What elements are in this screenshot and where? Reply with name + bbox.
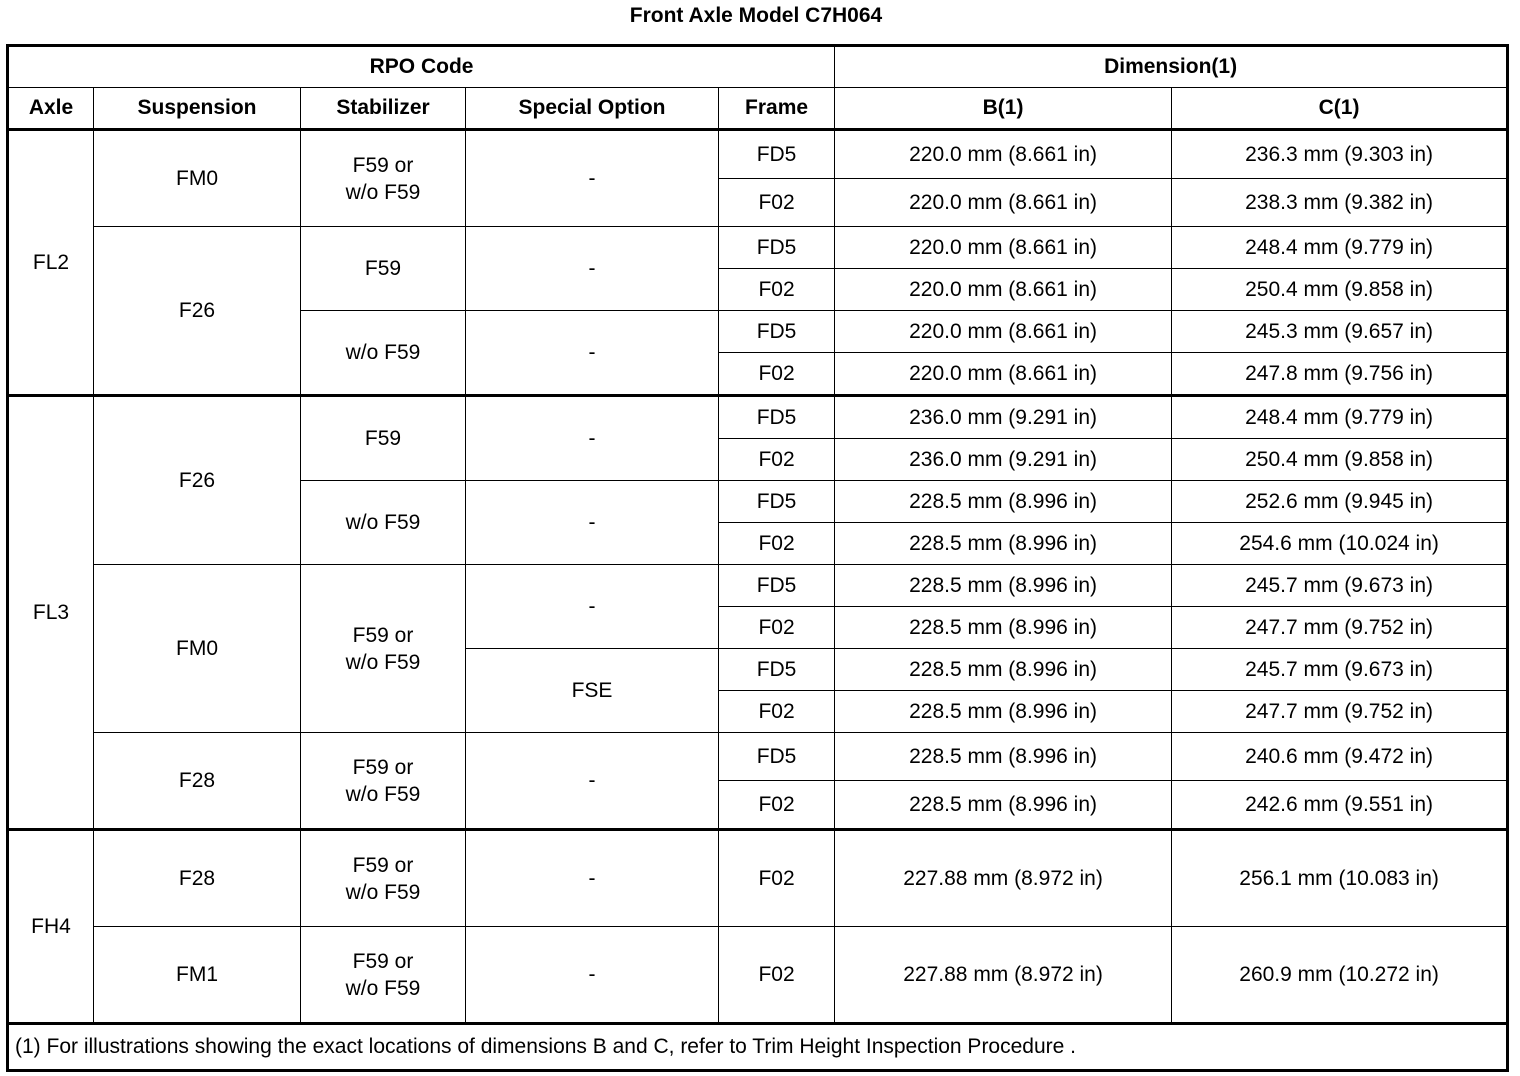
footnote-row [8,1024,1508,1071]
header-b: B(1) [835,88,1172,130]
dimension-b-cell: 236.0 mm (9.291 in) [835,439,1172,481]
frame-cell: F02 [719,439,835,481]
stabilizer-line: w/o F59 [345,180,421,204]
header-row-group [8,46,1508,88]
dimension-b-cell: 220.0 mm (8.661 in) [835,269,1172,311]
dimension-b-cell: 228.5 mm (8.996 in) [835,523,1172,565]
stabilizer-cell: w/o F59 [301,481,466,565]
stabilizer-cell: F59 [301,396,466,481]
frame-cell: FD5 [719,130,835,179]
stabilizer-line: w/o F59 [345,976,421,1000]
header-frame: Frame [719,88,835,130]
stabilizer-line: w/o F59 [345,650,421,674]
dimension-b-cell: 227.88 mm (8.972 in) [835,927,1172,1024]
stabilizer-line: F59 or [352,623,414,647]
dimension-b-cell: 228.5 mm (8.996 in) [835,733,1172,781]
frame-cell: FD5 [719,396,835,439]
suspension-cell: FM0 [94,565,301,733]
footnote: (1) For illustrations showing the exact locations of dimensions B and C, refer to Trim Height Inspection Procedure . [8,1024,1508,1071]
stabilizer-cell: w/o F59 [301,311,466,396]
stabilizer-cell [301,927,466,1024]
document-title: Front Axle Model C7H064 [629,4,883,27]
frame-cell: FD5 [719,227,835,269]
dimension-b-cell: 228.5 mm (8.996 in) [835,649,1172,691]
dimension-b-cell: 227.88 mm (8.972 in) [835,830,1172,927]
special-option-cell: - [466,311,719,396]
dimension-c-cell: 245.7 mm (9.673 in) [1172,565,1508,607]
dimension-c-cell: 238.3 mm (9.382 in) [1172,179,1508,227]
stabilizer-line: w/o F59 [345,782,421,806]
dimension-c-cell: 245.7 mm (9.673 in) [1172,649,1508,691]
suspension-cell: FM1 [94,927,301,1024]
dimension-b-cell: 220.0 mm (8.661 in) [835,311,1172,353]
dimension-c-cell: 250.4 mm (9.858 in) [1172,439,1508,481]
frame-cell: FD5 [719,481,835,523]
dimension-c-cell: 256.1 mm (10.083 in) [1172,830,1508,927]
table-row [8,396,1508,439]
header-c: C(1) [1172,88,1508,130]
dimension-b-cell: 228.5 mm (8.996 in) [835,781,1172,830]
axle-cell: FL3 [8,396,94,830]
suspension-cell: F26 [94,227,301,396]
table-row [8,830,1508,927]
header-rpo-code: RPO Code [8,46,835,88]
axle-cell: FH4 [8,830,94,1024]
frame-cell: F02 [719,523,835,565]
dimension-b-cell: 228.5 mm (8.996 in) [835,481,1172,523]
stabilizer-line: F59 or [352,853,414,877]
dimension-c-cell: 248.4 mm (9.779 in) [1172,227,1508,269]
dimension-b-cell: 220.0 mm (8.661 in) [835,353,1172,396]
frame-cell: F02 [719,691,835,733]
special-option-cell: - [466,565,719,649]
dimension-b-cell: 220.0 mm (8.661 in) [835,179,1172,227]
dimension-b-cell: 228.5 mm (8.996 in) [835,691,1172,733]
stabilizer-cell [301,130,466,227]
header-stabilizer: Stabilizer [301,88,466,130]
dimension-c-cell: 245.3 mm (9.657 in) [1172,311,1508,353]
frame-cell: F02 [719,830,835,927]
frame-cell: F02 [719,927,835,1024]
dimension-c-cell: 247.7 mm (9.752 in) [1172,607,1508,649]
frame-cell: F02 [719,269,835,311]
dimension-b-cell: 220.0 mm (8.661 in) [835,227,1172,269]
dimension-c-cell: 247.7 mm (9.752 in) [1172,691,1508,733]
suspension-cell: F28 [94,733,301,830]
special-option-cell: FSE [466,649,719,733]
frame-cell: F02 [719,607,835,649]
table-row [8,130,1508,179]
suspension-cell: FM0 [94,130,301,227]
dimension-c-cell: 236.3 mm (9.303 in) [1172,130,1508,179]
dimension-c-cell: 250.4 mm (9.858 in) [1172,269,1508,311]
table-row [8,227,1508,269]
frame-cell: FD5 [719,311,835,353]
dimension-c-cell: 252.6 mm (9.945 in) [1172,481,1508,523]
stabilizer-line: F59 or [352,153,414,177]
special-option-cell: - [466,927,719,1024]
header-axle: Axle [8,88,94,130]
table-row [8,565,1508,607]
dimension-c-cell: 248.4 mm (9.779 in) [1172,396,1508,439]
special-option-cell: - [466,130,719,227]
stabilizer-line: F59 or [352,949,414,973]
special-option-cell: - [466,733,719,830]
dimension-c-cell: 247.8 mm (9.756 in) [1172,353,1508,396]
dimension-c-cell: 240.6 mm (9.472 in) [1172,733,1508,781]
stabilizer-cell [301,830,466,927]
table-row [8,733,1508,781]
frame-cell: FD5 [719,649,835,691]
special-option-cell: - [466,396,719,481]
special-option-cell: - [466,830,719,927]
special-option-cell: - [466,481,719,565]
dimension-b-cell: 228.5 mm (8.996 in) [835,607,1172,649]
stabilizer-cell [301,565,466,733]
table-row [8,927,1508,1024]
frame-cell: FD5 [719,565,835,607]
suspension-cell: F28 [94,830,301,927]
dimension-c-cell: 254.6 mm (10.024 in) [1172,523,1508,565]
special-option-cell: - [466,227,719,311]
stabilizer-cell: F59 [301,227,466,311]
header-special-option: Special Option [466,88,719,130]
dimension-c-cell: 242.6 mm (9.551 in) [1172,781,1508,830]
header-row-columns [8,88,1508,130]
stabilizer-line: F59 or [352,755,414,779]
header-dimension: Dimension(1) [835,46,1508,88]
frame-cell: FD5 [719,733,835,781]
stabilizer-cell [301,733,466,830]
front-axle-dimension-table [6,44,1509,1072]
suspension-cell: F26 [94,396,301,565]
frame-cell: F02 [719,179,835,227]
dimension-b-cell: 236.0 mm (9.291 in) [835,396,1172,439]
dimension-b-cell: 220.0 mm (8.661 in) [835,130,1172,179]
dimension-c-cell: 260.9 mm (10.272 in) [1172,927,1508,1024]
dimension-b-cell: 228.5 mm (8.996 in) [835,565,1172,607]
axle-cell: FL2 [8,130,94,396]
frame-cell: F02 [719,353,835,396]
header-suspension: Suspension [94,88,301,130]
frame-cell: F02 [719,781,835,830]
stabilizer-line: w/o F59 [345,880,421,904]
